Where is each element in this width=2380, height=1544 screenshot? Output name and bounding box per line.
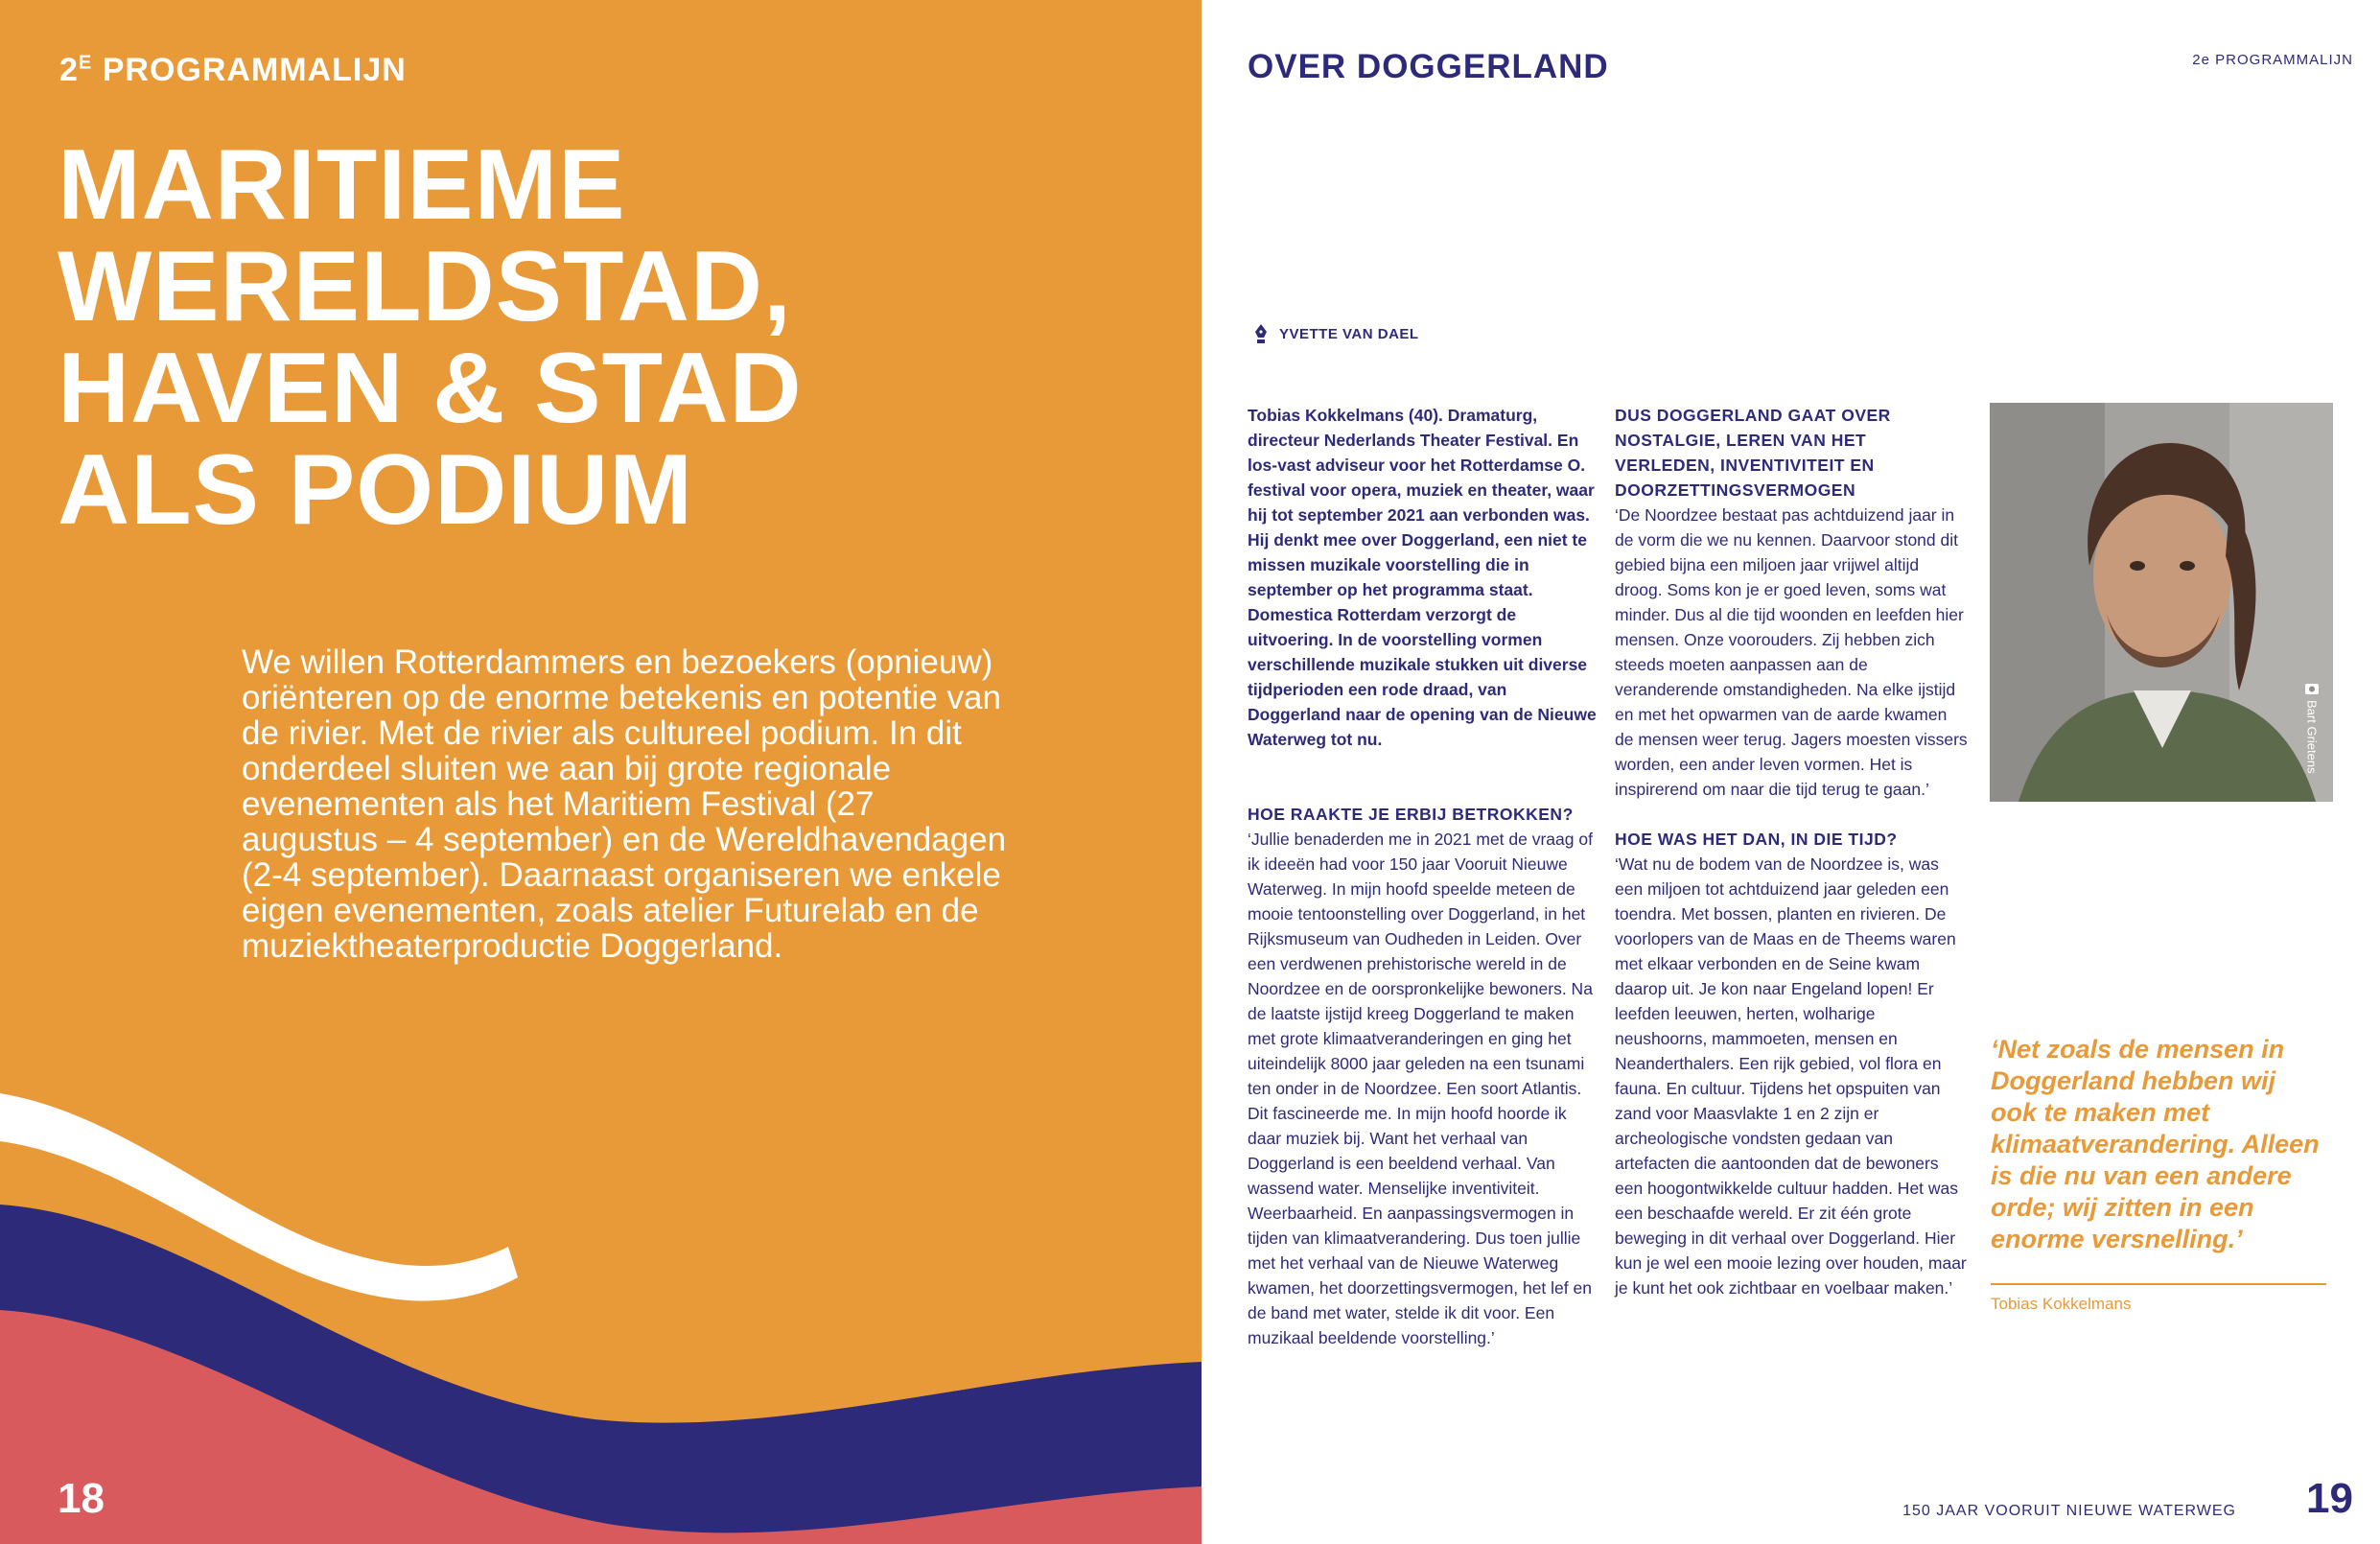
interview-answer: ‘Jullie benaderden me in 2021 met de vraag of ik ideeën had voor 150 jaar Vooruit Nieuwe Waterweg. In mijn hoofd speelde meteen de mooie tentoonstelling over Doggerland, in het Rijksmuseum van Oudheden in Leiden. Over een verdwenen prehistorische wereld in de Noordzee en de oorspronkelijke bewoners. Na de laatste ijstijd kreeg Doggerland te maken met grote klimaatveranderingen en ging het uiteindelijk 8000 jaar geleden na een tsunami ten onder in de Noordzee. Een soort Atlantis. Dit fascineerde me. In mijn hoofd hoorde ik daar muziek bij. Want het verhaal van Doggerland is een beeldend verhaal. Van wassend water. Menselijke inventiviteit. Weerbaarheid. En aanpassingsvermogen in tijden van klimaatverandering. Dus toen jullie met het verhaal van de Nieuwe Waterweg kwamen, het doorzettingsvermogen, het lef en de band met water, stelde ik dit voor. Een muzikaal beeldende voorstelling.’ xyxy=(1248,830,1593,1347)
programmalijn-kicker: $2^E$ PROGRAMMALIJN xyxy=(59,52,407,88)
page-number-left: 18 xyxy=(58,1475,105,1522)
page-number-right: 19 xyxy=(2306,1475,2353,1522)
headline-line: WERELDSTAD, xyxy=(58,231,792,342)
author-name: YVETTE VAN DAEL xyxy=(1279,325,1419,342)
interview-question: HOE WAS HET DAN, IN DIE TIJD? xyxy=(1615,830,1898,849)
photo-credit xyxy=(2299,681,2324,796)
interview-question: HOE RAAKTE JE ERBIJ BETROKKEN? xyxy=(1248,805,1574,824)
article-column-1 xyxy=(1248,403,1602,1350)
camera-icon xyxy=(2304,681,2320,696)
section-title: OVER DOGGERLAND xyxy=(1248,48,1609,85)
headline xyxy=(58,129,1112,546)
intro-paragraph: Tobias Kokkelmans (40). Dramaturg, directeur Nederlands Theater Festival. En los-vast adviseur voor het Rotterdamse O. festival voor opera, muziek en theater, waar hij tot september 2021 aan verbonden was. Hij denkt mee over Doggerland, een niet te missen muzikale voorstelling die in september op het programma staat. Domestica Rotterdam verzorgt de uitvoering. In de voorstelling vormen verschillende muzikale stukken uit diverse tijdperioden een rode draad, van Doggerland naar de opening van de Nieuwe Waterweg tot nu. xyxy=(1248,406,1597,749)
interview-question: DUS DOGGERLAND GAAT OVER NOSTALGIE, LEREN VAN HET VERLEDEN, INVENTIVITEIT EN DOORZETTINGSVERMOGEN xyxy=(1615,406,1891,500)
author-byline xyxy=(1254,324,1419,343)
interview-answer: ‘Wat nu de bodem van de Noordzee is, was een miljoen tot achtduizend jaar geleden een toendra. Met bossen, planten en rivieren. De voorlopers van de Maas en de Theems waren met elkaar verbonden en de Seine kwam daarop uit. Je kon naar Engeland lopen! Er leefden leeuwen, herten, wolharige neushoorns, mammoeten, mensen en Neanderthalers. Een rijk gebied, vol flora en fauna. En cultuur. Tijdens het opspuiten van zand voor Maasvlakte 1 en 2 zijn er archeologische vondsten gedaan van artefacten die aantoonden dat de bewoners een hoogontwikkelde cultuur hadden. Het was een beschaafde wereld. Er zit één grote beweging in dit verhaal over Doggerland. Hier kun je wel een mooie lezing over houden, maar je kunt het ook zichtbaar en voelbaar maken.’ xyxy=(1615,854,1967,1298)
programmalijn-kicker-right: 2e PROGRAMMALIJN xyxy=(2192,52,2353,68)
pull-quote-author: Tobias Kokkelmans xyxy=(1991,1295,2132,1313)
headline-line: HAVEN & STAD xyxy=(58,333,803,444)
pen-icon xyxy=(1254,324,1268,343)
headline-line: MARITIEME xyxy=(58,129,626,241)
quote-divider xyxy=(1991,1283,2326,1285)
portrait-illustration xyxy=(1990,403,2333,802)
right-page xyxy=(1202,0,2380,1544)
intro-text: We willen Rotterdammers en bezoekers (opnieuw) oriënteren op de enorme betekenis en potentie van de rivier. Met de rivier als cultureel podium. In dit onderdeel sluiten we aan bij grote regionale evenementen als het Maritiem Festival (27 augustus – 4 september) en de Wereldhavendagen (2-4 september). Daarnaast organiseren we enkele eigen evenementen, zoals atelier Futurelab en de muziektheaterproductie Doggerland. xyxy=(242,643,1007,965)
pull-quote: ‘Net zoals de mensen in Doggerland hebben wij ook te maken met klimaatverandering. Alleen is die nu van een andere orde; wij zitten in een enorme versnelling.’ xyxy=(1991,1035,2320,1253)
portrait-photo xyxy=(1990,403,2333,802)
photo-credit-name: Bart Grietens xyxy=(2304,700,2320,774)
interview-answer: ‘De Noordzee bestaat pas achtduizend jaar in de vorm die we nu kennen. Daarvoor stond dit gebied bijna een miljoen jaar vrijwel altijd droog. Soms kon je er goed leven, soms wat minder. Dus al die tijd woonden en leefden hier mensen. Onze voorouders. Zij hebben zich steeds moeten aanpassen aan de veranderende omstandigheden. Na elke ijstijd en met het opwarmen van de aarde kwamen de mensen weer terug. Jagers moesten vissers worden, een ander leven vormen. Het is inspirerend om naar die tijd terug te gaan.’ xyxy=(1615,505,1968,799)
headline-line: ALS PODIUM xyxy=(58,434,693,546)
article-column-2 xyxy=(1615,403,1970,1300)
footer-title: 150 JAAR VOORUIT NIEUWE WATERWEG xyxy=(1902,1503,2236,1519)
wave-decoration xyxy=(0,1074,1202,1544)
